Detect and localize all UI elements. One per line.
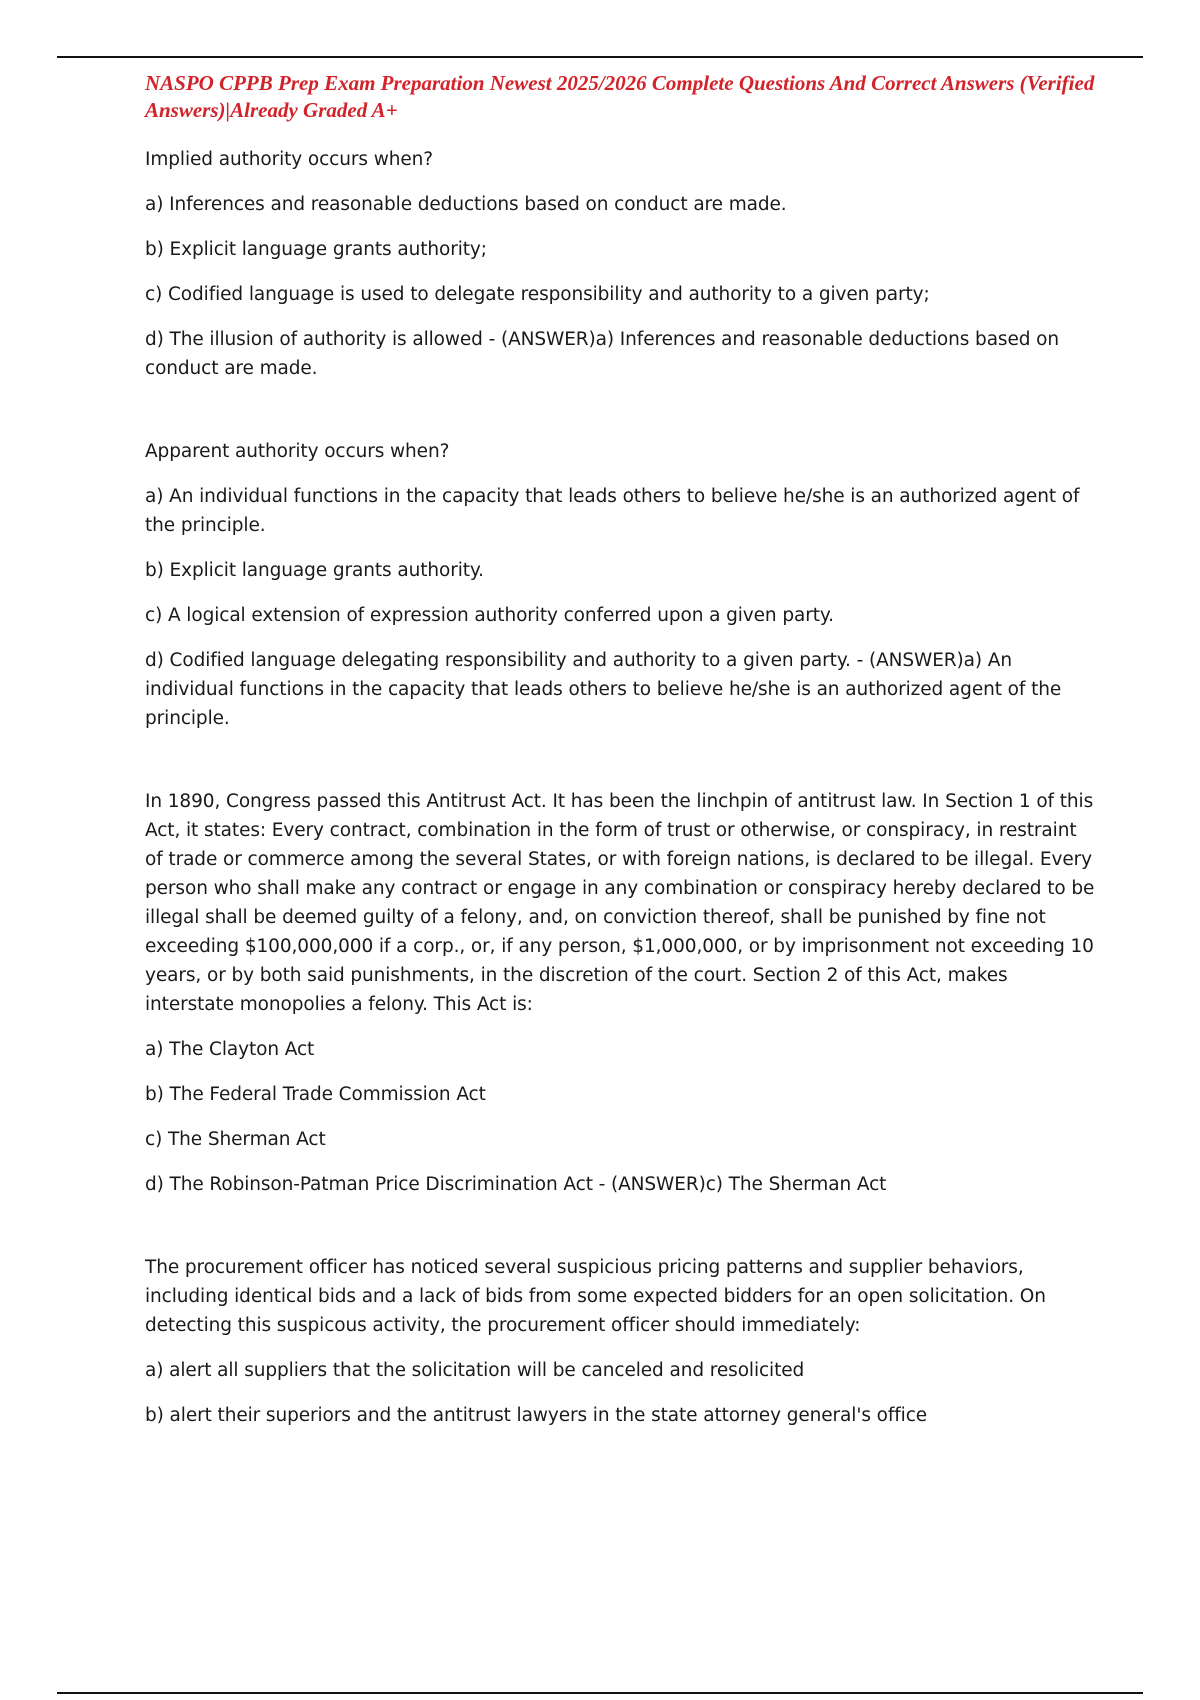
document-body <box>145 70 1095 1430</box>
question-text: In 1890, Congress passed this Antitrust Act. It has been the linchpin of antitrust law. In Section 1 of this Act, it states: Every contract, combination in the form of trust or otherwise, or conspiracy, in restraint of trade or commerce among the several States, or with foreign nations, is declared to be illegal. Every person who shall make any contract or engage in any combination or conspiracy hereby declared to be illegal shall be deemed guilty of a felony, and, on conviction thereof, shall be punished by fine not exceeding $100,000,000 if a corp., or, if any person, $1,000,000, or by imprisonment not exceeding 10 years, or by both said punishments, in the discretion of the court. Section 2 of this Act, makes interstate monopolies a felony. This Act is: <box>145 791 1095 1015</box>
question-block-2 <box>145 437 1095 733</box>
question-text: Implied authority occurs when? <box>145 149 433 170</box>
answer-option: c) A logical extension of expression authority conferred upon a given party. <box>145 605 834 626</box>
question-block-1 <box>145 145 1095 383</box>
answer-option: a) The Clayton Act <box>145 1039 315 1060</box>
document-title: NASPO CPPB Prep Exam Preparation Newest 2025/2026 Complete Questions And Correct Answers (Verified Answers)|Already Graded A+ <box>145 71 1095 122</box>
answer-option: a) alert all suppliers that the solicitation will be canceled and resolicited <box>145 1360 805 1381</box>
answer-option: d) Codified language delegating responsibility and authority to a given party. - (ANSWER)a) An individual functions in the capacity that leads others to believe he/she is an authorized agent of the principle. <box>145 650 1062 729</box>
answer-option: a) Inferences and reasonable deductions based on conduct are made. <box>145 194 787 215</box>
answer-option: b) Explicit language grants authority. <box>145 560 484 581</box>
footer-rule <box>57 1692 1143 1694</box>
answer-option: b) alert their superiors and the antitrust lawyers in the state attorney general's office <box>145 1405 928 1426</box>
answer-option: d) The illusion of authority is allowed - (ANSWER)a) Inferences and reasonable deductions based on conduct are made. <box>145 329 1060 379</box>
answer-option: c) The Sherman Act <box>145 1129 326 1150</box>
answer-option: b) Explicit language grants authority; <box>145 239 487 260</box>
question-text: The procurement officer has noticed several suspicious pricing patterns and supplier behaviors, including identical bids and a lack of bids from some expected bidders for an open solicitation. On detecting this suspicous activity, the procurement officer should immediately: <box>145 1257 1046 1336</box>
question-block-3 <box>145 787 1095 1199</box>
answer-option: c) Codified language is used to delegate responsibility and authority to a given party; <box>145 284 930 305</box>
header-rule <box>57 56 1143 58</box>
answer-option: d) The Robinson-Patman Price Discrimination Act - (ANSWER)c) The Sherman Act <box>145 1174 887 1195</box>
question-block-4 <box>145 1253 1095 1430</box>
question-text: Apparent authority occurs when? <box>145 441 450 462</box>
answer-option: b) The Federal Trade Commission Act <box>145 1084 486 1105</box>
answer-option: a) An individual functions in the capacity that leads others to believe he/she is an authorized agent of the principle. <box>145 486 1080 536</box>
